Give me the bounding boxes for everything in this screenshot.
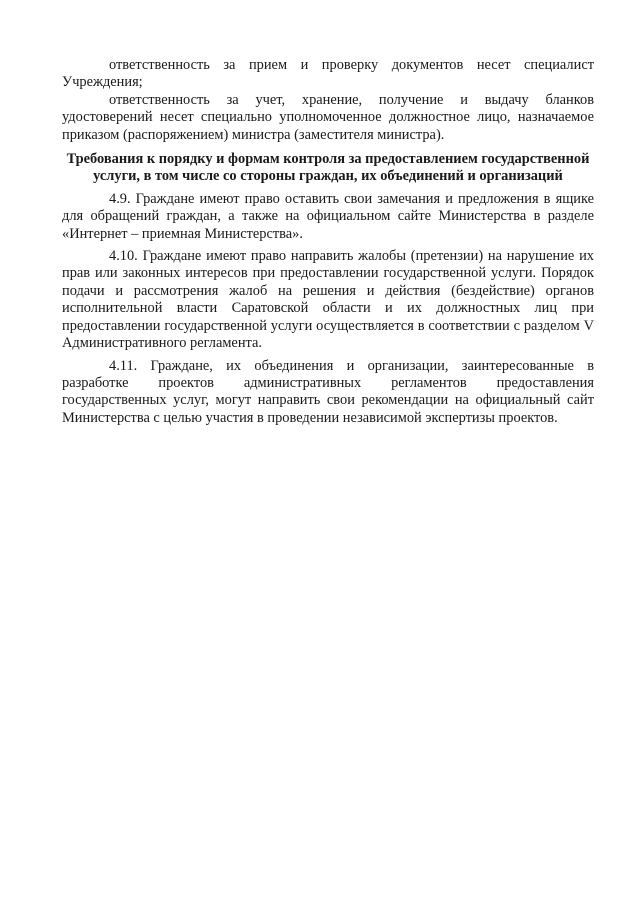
paragraph-4-10: 4.10. Граждане имеют право направить жалобы (претензии) на нарушение их прав или законных интересов при предоставлении государственной услуги. Порядок подачи и рассмотрения жалоб на решения и действия (бездействие) органов исполнительной власти Саратовской области и их должностных лиц при предоставлении государственной услуги осуществляется в соответствии с разделом V Административного регламента. <box>62 248 594 352</box>
paragraph-responsibility-documents: ответственность за прием и проверку документов несет специалист Учреждения; <box>62 57 594 91</box>
paragraph-4-11: 4.11. Граждане, их объединения и организации, заинтересованные в разработке проектов административных регламентов предоставления государственных услуг, могут направить свои рекомендации на официальный сайт Министерства с целью участия в проведении независимой экспертизы проектов. <box>62 357 594 426</box>
paragraph-4-9: 4.9. Граждане имеют право оставить свои замечания и предложения в ящике для обращений граждан, а также на официальном сайте Министерства в разделе «Интернет – приемная Министерства». <box>62 190 594 242</box>
section-heading: Требования к порядку и формам контроля за предоставлением государственной услуги, в том числе со стороны граждан, их объединений и организаций <box>66 151 590 185</box>
document-page <box>62 57 594 427</box>
paragraph-responsibility-forms: ответственность за учет, хранение, получение и выдачу бланков удостоверений несет специально уполномоченное должностное лицо, назначаемое приказом (распоряжением) министра (заместителя министра). <box>62 91 594 143</box>
